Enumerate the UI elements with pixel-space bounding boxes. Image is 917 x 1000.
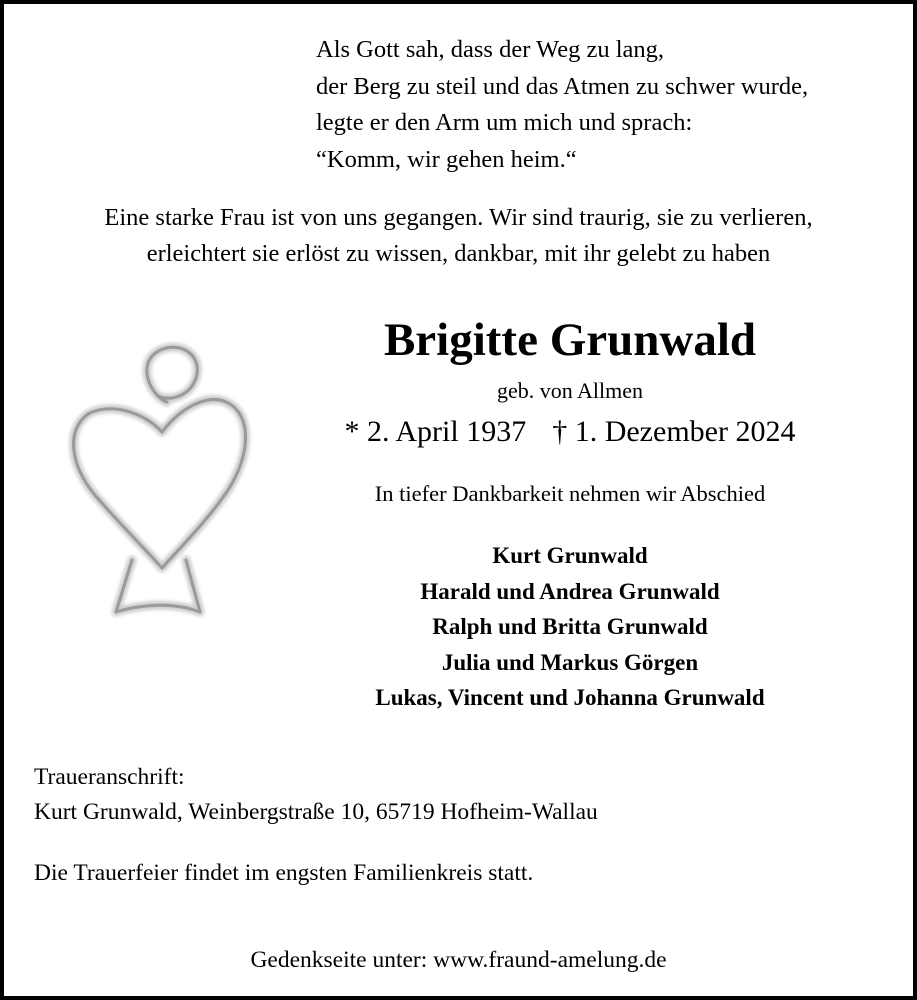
mourner-name: Kurt Grunwald: [492, 543, 648, 568]
mourner-name: Ralph und Britta Grunwald: [432, 614, 708, 639]
mourner-name: Harald und Andrea Grunwald: [420, 578, 720, 604]
poem-line: legte er den Arm um mich und sprach:: [316, 109, 693, 136]
address-value: Kurt Grunwald, Weinbergstraße 10, 65719 Hofheim-Wallau: [34, 799, 598, 825]
deceased-name: Brigitte Grunwald: [383, 314, 757, 366]
angel-heart-icon: [62, 340, 262, 630]
life-dates: [290, 412, 850, 452]
birth-date: * 2. April 1937: [344, 415, 527, 448]
poem: [316, 32, 808, 178]
poem-line: Als Gott sah, dass der Weg zu lang,: [316, 36, 665, 63]
memorial-page-link: Gedenkseite unter: www.fraund-amelung.de: [250, 947, 667, 973]
farewell-line: In tiefer Dankbarkeit nehmen wir Abschied: [374, 481, 766, 506]
death-date: † 1. Dezember 2024: [552, 415, 796, 448]
ceremony-note: Die Trauerfeier findet im engsten Familienkreis statt.: [34, 860, 534, 886]
poem-line: der Berg zu steil und das Atmen zu schwer wurde,: [316, 72, 809, 100]
mourners-list: [290, 538, 850, 716]
mourning-address: [34, 760, 598, 830]
mourner-name: Lukas, Vincent und Johanna Grunwald: [375, 685, 765, 710]
intro-line: Eine starke Frau ist von uns gegangen. Wir sind traurig, sie zu verlieren,: [104, 204, 813, 231]
address-label: Traueranschrift:: [34, 764, 185, 790]
mourner-name: Julia und Markus Görgen: [441, 649, 699, 675]
intro-line: erleichtert sie erlöst zu wissen, dankbar, mit ihr gelebt zu haben: [146, 240, 771, 267]
maiden-name: geb. von Allmen: [496, 378, 644, 403]
intro-text: [0, 200, 917, 272]
poem-line: “Komm, wir gehen heim.“: [316, 145, 577, 173]
